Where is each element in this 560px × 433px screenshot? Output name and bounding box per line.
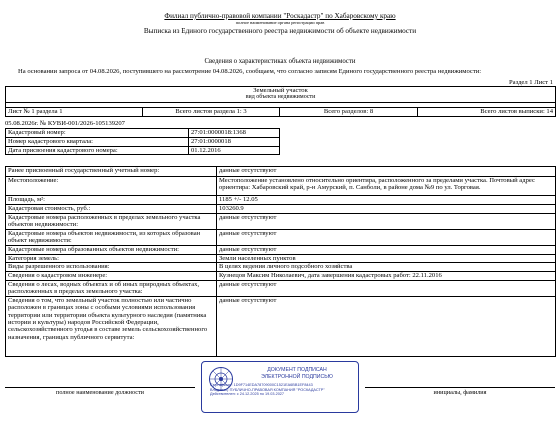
- table-row: [6, 137, 280, 146]
- field-value: Кузнецов Максим Николаевич, дата завершения кадастровых работ: 22.11.2016: [217, 271, 556, 280]
- sheet-number: Лист № 1 раздела 1: [6, 108, 143, 117]
- table-row: [6, 205, 556, 214]
- field-value: Земли населенных пунктов: [217, 255, 556, 263]
- field-label: Сведения о том, что земельный участок полностью или частично расположен в границах зоны с особыми условиями использования территории или территории объекта культурного наследия (памятника истории и культуры) народов Российской Федерации, сельскохозяйственного угодья в составе земель сельскохозяйственного назначения, границах публичного сервитута:: [6, 296, 217, 356]
- name-line: [365, 387, 555, 388]
- stamp-cert: Сертификат: 1D9F714EDA78709000C1521EA6BB1EF8443: [210, 383, 313, 387]
- field-value: данные отсутствуют: [217, 230, 556, 246]
- sheets-total: Всего листов выписки: 14: [418, 108, 556, 117]
- stamp-valid: Действителен: с 24.12.2025 по 19.03.2027: [210, 392, 285, 397]
- field-value: данные отсутствуют: [217, 246, 556, 255]
- field-label: Местоположение:: [6, 177, 217, 196]
- field-label: Сведения о кадастровом инженере:: [6, 271, 217, 280]
- name-caption: инициалы, фамилия: [433, 389, 487, 396]
- field-value: 103260.9: [217, 205, 556, 214]
- intro-paragraph: На основании запроса от 04.08.2026, поступившего на рассмотрение 04.08.2026, сообщаем, что согласно записям Единого государственного реестра недвижимости:: [18, 68, 482, 75]
- field-label: Кадастровый номер:: [6, 129, 189, 138]
- extract-title: Выписка из Единого государственного реестра недвижимости об объекте недвижимости: [143, 27, 417, 35]
- electronic-signature-stamp: [201, 361, 359, 413]
- field-label: Сведения о лесах, водных объектах и об иных природных объектах, расположенных в пределах земельного участка:: [6, 280, 217, 296]
- stamp-title-1: ДОКУМЕНТ ПОДПИСАН: [267, 367, 327, 373]
- field-label: Ранее присвоенный государственный учетный номер:: [6, 167, 217, 177]
- object-type: Земельный участок: [253, 87, 308, 94]
- table-row: [6, 271, 556, 280]
- field-value: 27:01:0000018: [189, 137, 280, 146]
- table-row: [6, 296, 556, 356]
- stamp-owner: Владелец: ПУБЛИЧНО-ПРАВОВАЯ КОМПАНИЯ "РОСКАДАСТР": [210, 387, 325, 392]
- field-value: данные отсутствуют: [217, 280, 556, 296]
- sheets-in-section: Всего листов раздела 1: 3: [143, 108, 280, 117]
- field-value: 1185 +/- 12.05: [217, 196, 556, 205]
- meta-row: [5, 120, 555, 127]
- table-row: [6, 246, 556, 255]
- table-row: [6, 129, 280, 138]
- position-caption: полное наименование должности: [56, 389, 144, 396]
- table-row: [6, 146, 280, 155]
- details-table: [5, 166, 556, 357]
- table-row: [6, 263, 556, 271]
- field-value: данные отсутствуют: [217, 167, 556, 177]
- field-label: Категория земель:: [6, 255, 217, 263]
- field-value: данные отсутствуют: [217, 214, 556, 230]
- field-label: Кадастровые номера расположенных в пределах земельного участка объектов недвижимости:: [6, 214, 217, 230]
- field-label: Номер кадастрового квартала:: [6, 137, 189, 146]
- field-label: Виды разрешенного использования:: [6, 263, 217, 271]
- table-row: [6, 280, 556, 296]
- field-label: Кадастровые номера образованных объектов недвижимости:: [6, 246, 217, 255]
- table-row: [6, 196, 556, 205]
- section-sheet-label: Раздел 1 Лист 1: [509, 79, 553, 86]
- field-label: Кадастровая стоимость, руб.:: [6, 205, 217, 214]
- table-row: [6, 214, 556, 230]
- section-title: Сведения о характеристиках объекта недвижимости: [204, 58, 356, 65]
- table-row: [6, 167, 556, 177]
- field-label: Кадастровые номера объектов недвижимости, из которых образован объект недвижимости:: [6, 230, 217, 246]
- basic-table: [5, 128, 280, 155]
- stamp-details: [210, 383, 358, 397]
- table-row: [6, 230, 556, 246]
- extract-date-number: 05.08.2026г. № КУВИ-001/2026-105139207: [5, 120, 125, 127]
- field-label: Площадь, м²:: [6, 196, 217, 205]
- org-caption: полное наименование органа регистрации прав: [235, 20, 325, 25]
- org-name: Филиал публично-правовой компании "Роскадастр" по Хабаровскому краю: [164, 12, 396, 20]
- field-value: Местоположение установлено относительно ориентира, расположенного за пределами участка. Почтовый адрес ориентира: Хабаровский край, р-н Амурский, п. Санболи, в районе дома №9 по ул. Торговая.: [217, 177, 556, 196]
- field-value: В целях ведения личного подсобного хозяйства: [217, 263, 556, 271]
- table-row: [6, 255, 556, 263]
- position-line: [5, 387, 195, 388]
- head-table: [5, 86, 556, 117]
- field-value: данные отсутствуют: [217, 296, 556, 356]
- object-type-caption: вид объекта недвижимости: [245, 94, 316, 101]
- table-row: [6, 177, 556, 196]
- stamp-title-2: ЭЛЕКТРОННОЙ ПОДПИСЬЮ: [261, 374, 333, 380]
- field-label: Дата присвоения кадастрового номера:: [6, 146, 189, 155]
- field-value: 01.12.2016: [189, 146, 280, 155]
- field-value: 27:01:0000018:1368: [189, 129, 280, 138]
- sections-total: Всего разделов: 8: [280, 108, 418, 117]
